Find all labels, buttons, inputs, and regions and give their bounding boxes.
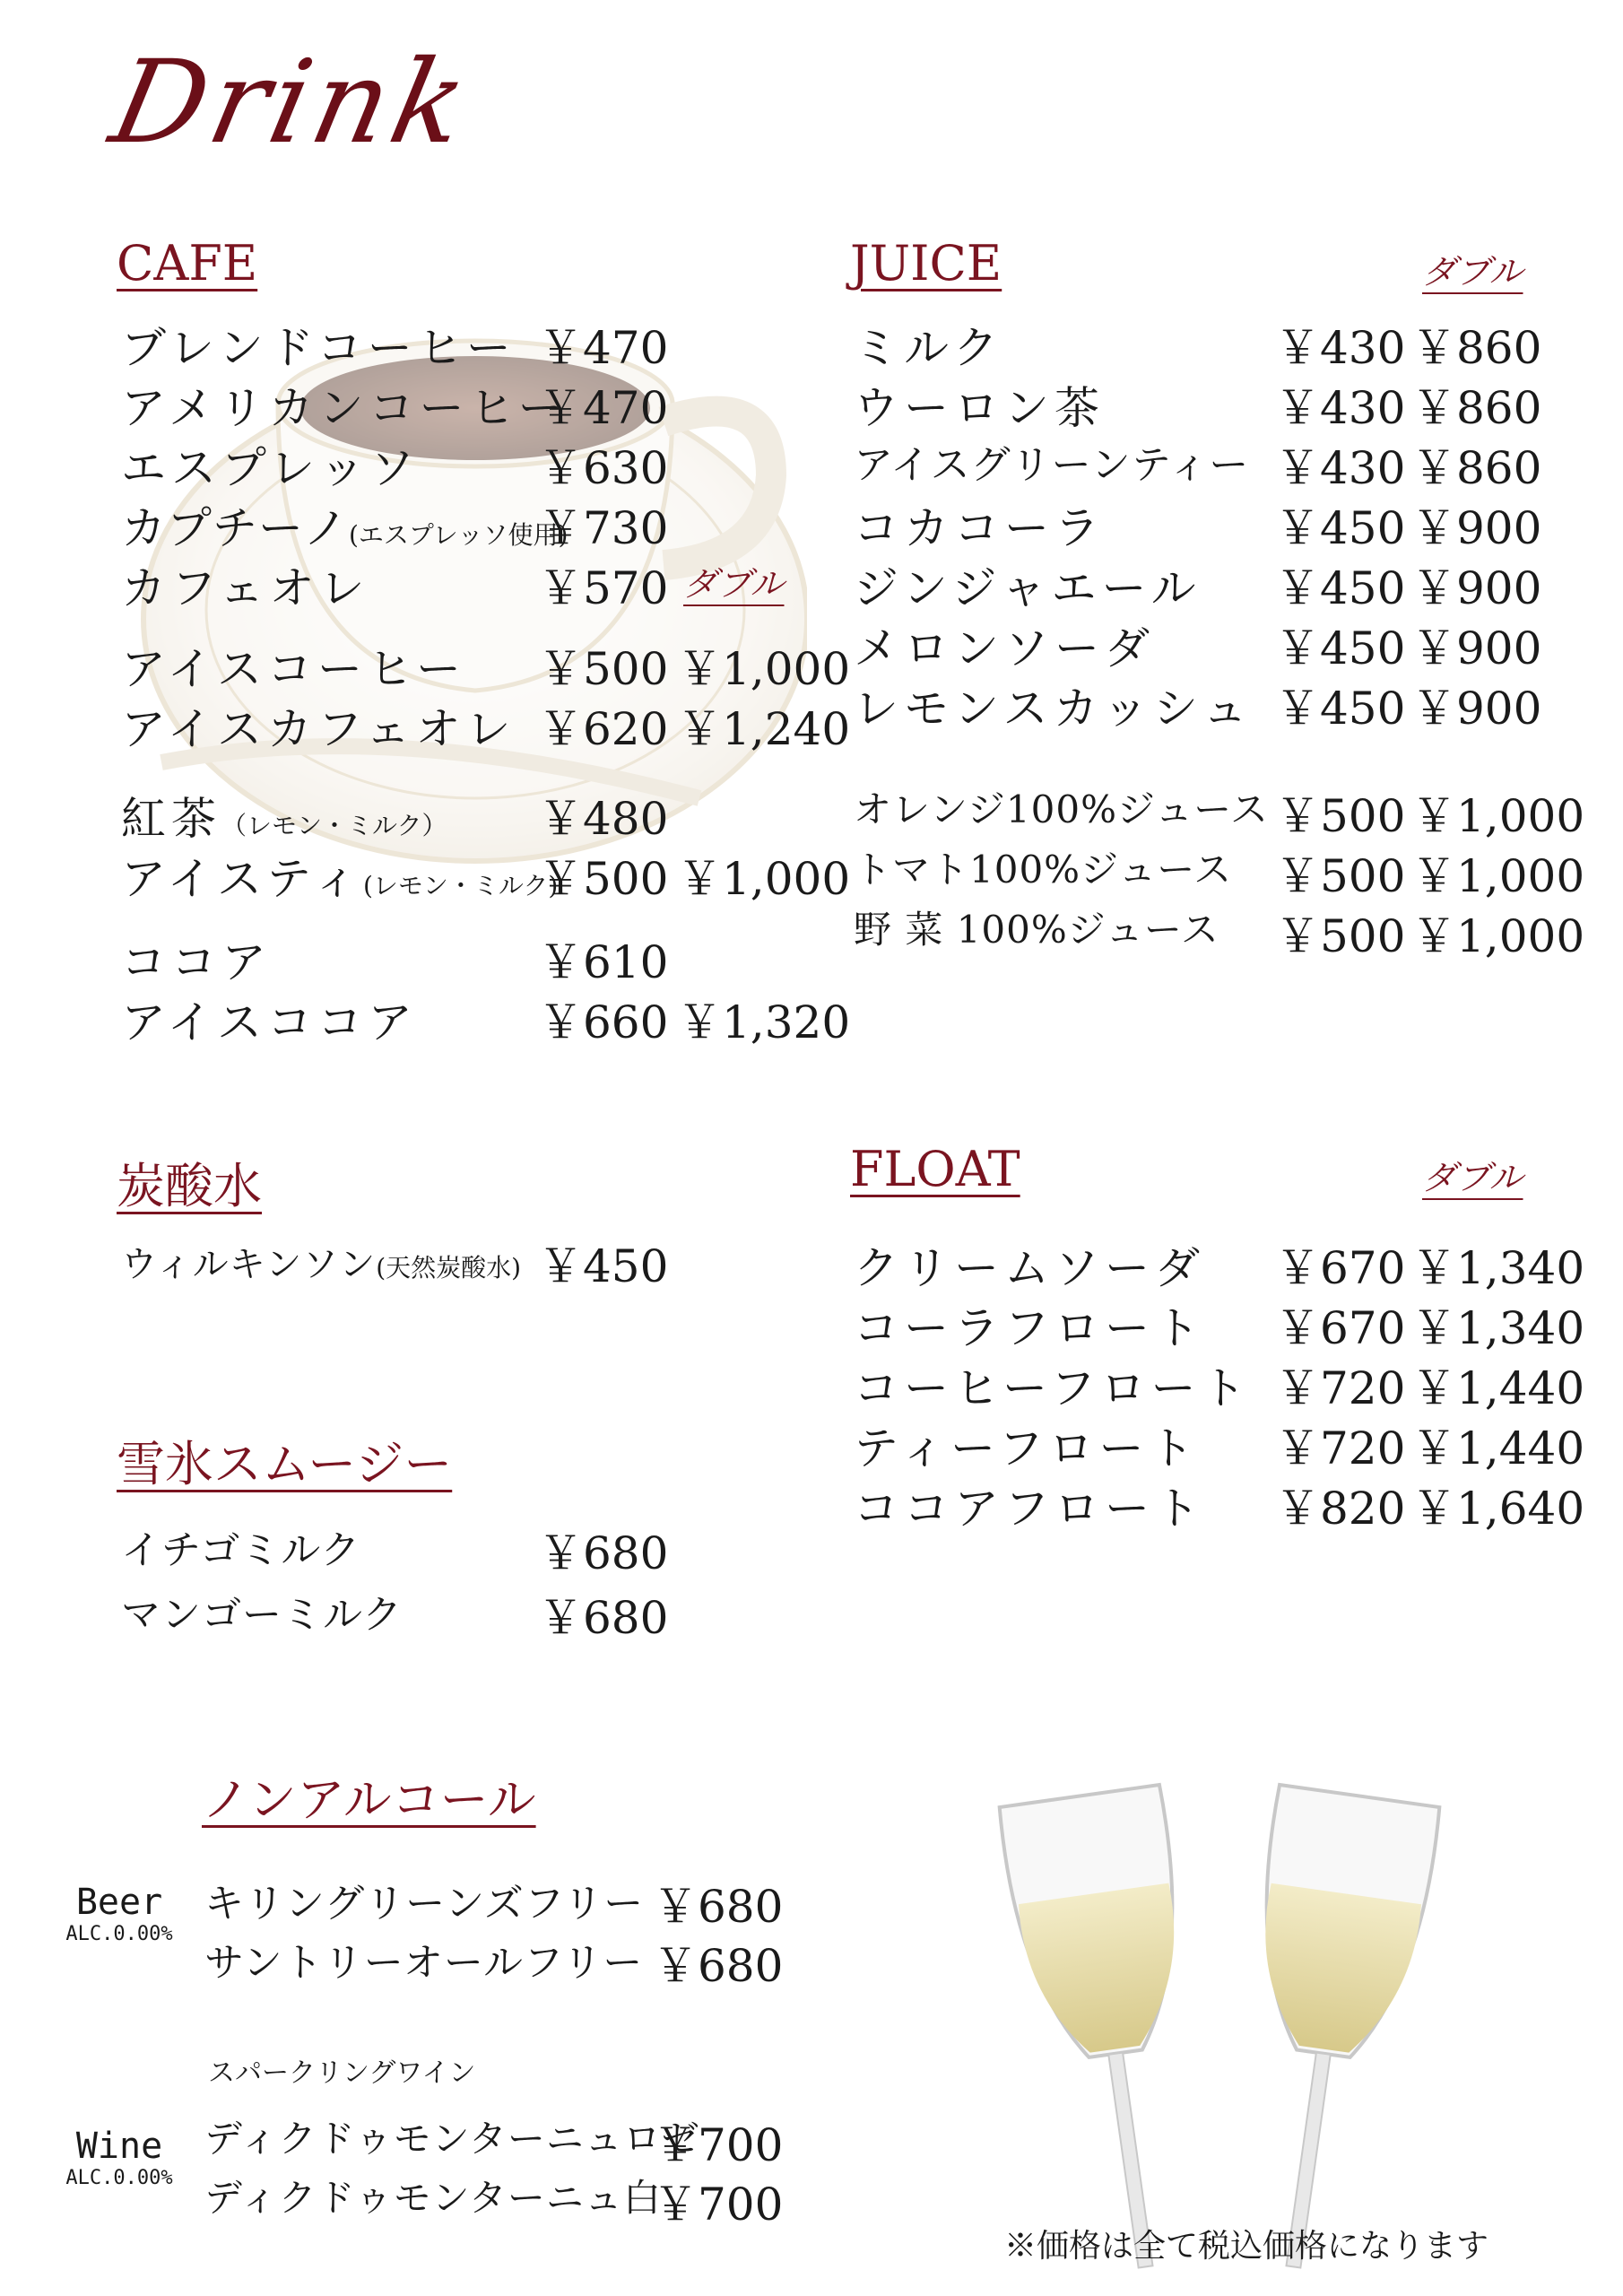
- item-double-price: ￥900: [1411, 502, 1542, 554]
- item-double-price: ￥1,440: [1411, 1422, 1585, 1474]
- float-double-label: ダブル: [1422, 1158, 1523, 1197]
- item-name: ココア: [121, 936, 272, 988]
- item-price: ￥610: [538, 936, 669, 988]
- item-price: ￥450: [1275, 562, 1406, 614]
- item-price: ￥450: [1275, 622, 1406, 674]
- item-double-price: ￥1,000: [1411, 850, 1585, 902]
- item-price: ￥680: [653, 1940, 784, 1992]
- cafe-heading: CAFE: [117, 235, 258, 291]
- item-price: ￥450: [1275, 683, 1406, 735]
- item-price: ￥680: [653, 1881, 784, 1933]
- item-note: （レモン・ミルク）: [221, 811, 447, 840]
- juice-double-label: ダブル: [1422, 252, 1523, 291]
- list-item: [854, 673, 1571, 734]
- tax-note: ※価格は全て税込価格になります: [1004, 2228, 1489, 2265]
- item-price: ￥730: [538, 502, 669, 554]
- item-price: ￥630: [538, 442, 669, 494]
- item-price: ￥680: [538, 1592, 669, 1644]
- item-name: アイスグリーンティー: [854, 442, 1250, 488]
- item-double-price: ￥1,000: [677, 643, 851, 695]
- item-name: オレンジ100%ジュース: [854, 787, 1270, 831]
- item-price: ￥700: [653, 2179, 784, 2231]
- item-price: ￥680: [538, 1527, 669, 1579]
- sparkling-wine-label: スパークリングワイン: [208, 2057, 476, 2089]
- item-price: ￥670: [1275, 1242, 1406, 1294]
- list-item: [121, 312, 829, 373]
- list-item: [854, 312, 1571, 373]
- soda-heading: 炭酸水: [117, 1158, 262, 1214]
- juice-heading: JUICE: [850, 235, 1002, 291]
- nonalcohol-heading: ノンアルコール: [202, 1771, 536, 1828]
- list-item: [854, 840, 1585, 902]
- beer-label: [52, 1882, 187, 1945]
- item-double-price: ￥1,320: [677, 996, 851, 1048]
- champagne-glasses-image: [950, 1758, 1515, 2296]
- list-item: [121, 372, 829, 433]
- item-name: キリングリーンズフリー: [204, 1881, 645, 1926]
- list-item: [204, 1930, 784, 1992]
- item-name: コーヒーフロート: [854, 1362, 1252, 1414]
- list-item: [121, 926, 829, 987]
- item-name: [121, 843, 558, 908]
- item-double-price: ￥1,440: [1411, 1362, 1585, 1414]
- item-price: ￥480: [538, 793, 669, 845]
- cafe-double-label: ダブル: [683, 564, 785, 604]
- list-item: [854, 1292, 1585, 1354]
- item-note: (天然炭酸水): [376, 1253, 522, 1283]
- float-heading: FLOAT: [850, 1141, 1020, 1197]
- item-name: エスプレッソ: [121, 442, 421, 494]
- item-double-price: ￥1,340: [1411, 1242, 1585, 1294]
- item-name: ティーフロート: [854, 1422, 1200, 1474]
- list-item: [121, 492, 829, 553]
- list-item: [121, 987, 851, 1048]
- item-name-text: ウィルキンソン: [121, 1244, 377, 1285]
- item-double-price: ￥860: [1411, 322, 1542, 374]
- item-name: [121, 1236, 521, 1287]
- item-name: アイスココア: [121, 996, 418, 1048]
- item-price: ￥570: [538, 562, 669, 614]
- list-item: [854, 780, 1585, 842]
- item-name: ココアフロート: [854, 1483, 1205, 1535]
- item-price: ￥500: [1275, 790, 1406, 842]
- beer-alc: ALC.0.00%: [65, 1923, 173, 1945]
- wine-alc: ALC.0.00%: [65, 2167, 173, 2189]
- item-name: トマト100%ジュース: [854, 848, 1233, 891]
- item-price: ￥720: [1275, 1422, 1406, 1474]
- item-double-price: ￥900: [1411, 562, 1542, 614]
- item-price: ￥500: [1275, 910, 1406, 962]
- item-name-text: 紅茶: [121, 793, 221, 845]
- list-item: [854, 1473, 1585, 1535]
- item-name-text: カプチーノ: [121, 502, 349, 554]
- item-note: (エスプレッソ使用): [349, 520, 568, 550]
- list-item: [854, 1352, 1585, 1414]
- item-double-price: ￥1,000: [1411, 790, 1585, 842]
- list-item: [854, 552, 1571, 613]
- list-item: [854, 492, 1571, 553]
- list-item: [854, 372, 1571, 433]
- item-price: ￥670: [1275, 1302, 1406, 1354]
- item-double-price: ￥1,000: [1411, 910, 1585, 962]
- item-price: ￥470: [538, 322, 669, 374]
- item-double-price: ￥1,000: [677, 853, 851, 905]
- item-name: マンゴーミルク: [121, 1592, 404, 1638]
- item-name: イチゴミルク: [121, 1527, 361, 1573]
- item-double-price: ￥860: [1411, 442, 1542, 494]
- item-double-price: ￥860: [1411, 382, 1542, 434]
- item-name: サントリーオールフリー: [204, 1940, 644, 1986]
- item-double-price: ￥1,640: [1411, 1483, 1585, 1535]
- item-name: 野 菜 100%ジュース: [854, 908, 1219, 952]
- list-item: [121, 693, 851, 755]
- item-price: ￥430: [1275, 442, 1406, 494]
- list-item: [121, 633, 851, 695]
- item-price: ￥720: [1275, 1362, 1406, 1414]
- item-double-price: ￥900: [1411, 622, 1542, 674]
- list-item: [854, 432, 1571, 493]
- item-name: アメリカンコーヒー: [121, 382, 568, 434]
- item-name: レモンスカッシュ: [854, 683, 1253, 735]
- wine-label-text: Wine: [75, 2126, 163, 2167]
- list-item: [854, 613, 1571, 674]
- item-price: ￥500: [538, 643, 669, 695]
- list-item: [121, 843, 851, 905]
- list-item: [121, 1231, 829, 1292]
- item-name: アイスコーヒー: [121, 643, 466, 695]
- menu-title: Drink: [100, 36, 483, 170]
- item-name: アイスカフェオレ: [121, 703, 516, 755]
- item-name: [121, 492, 568, 557]
- beer-label-text: Beer: [75, 1882, 163, 1923]
- item-price: ￥700: [653, 2119, 784, 2171]
- list-item: [121, 432, 829, 493]
- item-name-text: アイスティ: [121, 853, 363, 905]
- item-price: ￥450: [1275, 502, 1406, 554]
- item-name: コカコーラ: [854, 502, 1105, 554]
- item-price: ￥820: [1275, 1483, 1406, 1535]
- list-item: [854, 1232, 1585, 1294]
- item-name: ディクドゥモンターニュ白: [204, 2176, 662, 2220]
- item-name: コーラフロート: [854, 1302, 1205, 1354]
- item-name: ウーロン茶: [854, 382, 1105, 434]
- smoothie-heading: 雪氷スムージー: [117, 1436, 453, 1492]
- item-name: ミルク: [854, 322, 1003, 374]
- list-item: [854, 900, 1585, 962]
- list-item: [204, 2169, 784, 2231]
- list-item: [204, 2109, 784, 2171]
- wine-label: [52, 2126, 187, 2189]
- item-name: ディクドゥモンターニュロゼ: [204, 2117, 700, 2161]
- item-double-price: ￥900: [1411, 683, 1542, 735]
- item-note: (レモン・ミルク): [363, 871, 559, 900]
- list-item: [121, 783, 829, 844]
- item-price: ￥620: [538, 703, 669, 755]
- item-double-price: ￥1,340: [1411, 1302, 1585, 1354]
- item-name: メロンソーダ: [854, 622, 1155, 674]
- item-price: ￥500: [538, 853, 669, 905]
- item-price: ￥430: [1275, 382, 1406, 434]
- list-item: [121, 552, 829, 613]
- list-item: [204, 1871, 784, 1933]
- list-item: [121, 1518, 829, 1578]
- item-name: ジンジャエール: [854, 562, 1202, 614]
- item-name: ブレンドコーヒー: [121, 322, 516, 374]
- item-name: カフェオレ: [121, 562, 370, 614]
- item-price: ￥500: [1275, 850, 1406, 902]
- item-price: ￥660: [538, 996, 669, 1048]
- item-price: ￥450: [538, 1240, 669, 1292]
- item-double-price: ￥1,240: [677, 703, 851, 755]
- list-item: [854, 1413, 1585, 1474]
- item-price: ￥470: [538, 382, 669, 434]
- item-price: ￥430: [1275, 322, 1406, 374]
- item-name: [121, 783, 447, 848]
- item-name: クリームソーダ: [854, 1242, 1205, 1294]
- list-item: [121, 1582, 829, 1643]
